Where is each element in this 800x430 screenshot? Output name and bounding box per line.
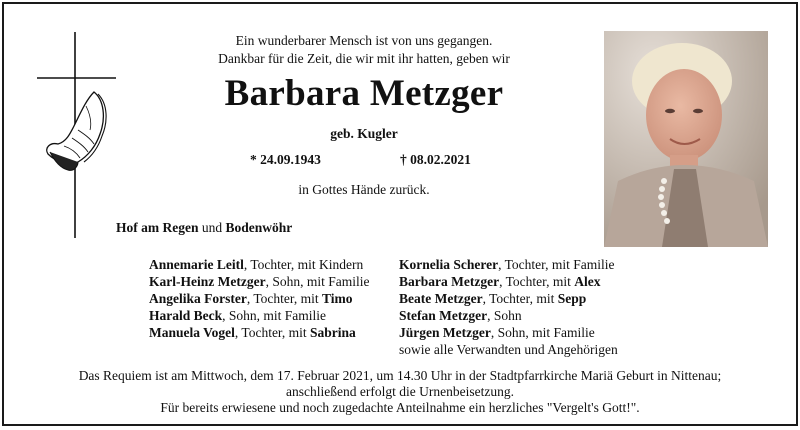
mourner-entry: Kornelia Scherer, Tochter, mit Familie: [399, 257, 615, 272]
portrait-illustration: [604, 31, 768, 247]
mourner-entry: Karl-Heinz Metzger, Sohn, mit Familie: [149, 274, 370, 289]
service-info: [4, 368, 796, 416]
places: [116, 220, 292, 236]
intro-line-2: Dankbar für die Zeit, die wir mit ihr hatten, geben wir: [218, 51, 510, 66]
mourner-entry: Beate Metzger, Tochter, mit Sepp: [399, 291, 587, 306]
mourner-entry: Stefan Metzger, Sohn: [399, 308, 522, 323]
intro-text: [154, 32, 574, 68]
mourner-entry: Jürgen Metzger, Sohn, mit Familie: [399, 325, 595, 340]
death-date: † 08.02.2021: [400, 152, 471, 167]
service-line-1: Das Requiem ist am Mittwoch, dem 17. Februar 2021, um 14.30 Uhr in der Stadtpfarrkirche Mariä Geburt in Nittenau;: [78, 368, 722, 383]
portrait-photo: [604, 31, 768, 247]
mourner-entry: Annemarie Leitl, Tochter, mit Kindern: [149, 257, 364, 272]
place-connector: und: [198, 220, 226, 235]
place-2: Bodenwöhr: [225, 220, 293, 235]
mourners-right-column: [399, 256, 618, 358]
maiden-name: geb. Kugler: [330, 126, 398, 141]
mourners-left-column: [149, 256, 369, 341]
service-line-3: Für bereits erwiesene und noch zugedachte Anteilnahme ein herzliches "Vergelt's Gott!".: [160, 400, 640, 415]
returned-text: in Gottes Hände zurück.: [298, 182, 430, 197]
deceased-name: Barbara Metzger: [224, 73, 504, 114]
mourner-entry: Manuela Vogel, Tochter, mit Sabrina: [149, 325, 356, 340]
obituary-card: [2, 2, 798, 426]
cross-icon: [34, 30, 124, 240]
mourner-entry: sowie alle Verwandten und Angehörigen: [399, 342, 618, 357]
praying-hands-icon: [47, 92, 106, 170]
service-line-2: anschließend erfolgt die Urnenbeisetzung.: [286, 384, 514, 399]
place-1: Hof am Regen: [116, 220, 199, 235]
mourner-entry: Harald Beck, Sohn, mit Familie: [149, 308, 327, 323]
mourner-entry: Barbara Metzger, Tochter, mit Alex: [399, 274, 601, 289]
mourner-entry: Angelika Forster, Tochter, mit Timo: [149, 291, 353, 306]
intro-line-1: Ein wunderbarer Mensch ist von uns gegangen.: [235, 33, 493, 48]
birth-date: * 24.09.1943: [250, 152, 321, 167]
